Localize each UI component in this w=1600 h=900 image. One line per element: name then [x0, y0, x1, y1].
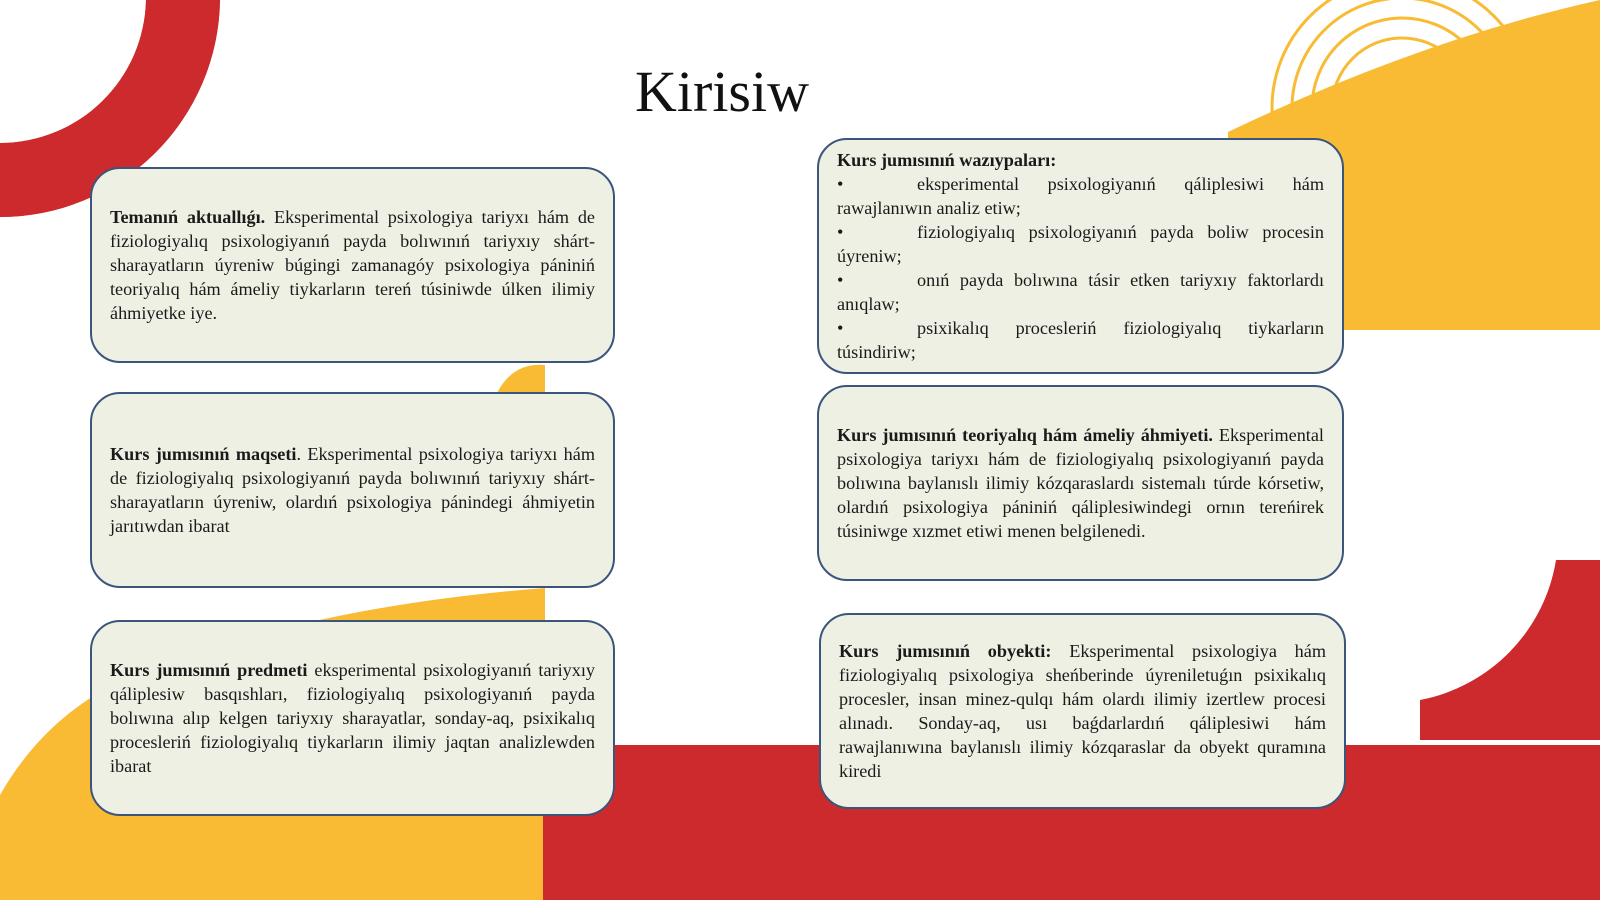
card-goal-heading: Kurs jumısınıń maqseti [110, 444, 297, 464]
card-significance-text [837, 423, 1324, 543]
task-item-text: onıń payda bolıwına tásir etken tariyxıy faktorlardı anıqlaw; [837, 270, 1324, 314]
card-object-body: Eksperimental psixologiya hám fiziologiyalıq psixologiya sheńberinde úyreniletuǵın psixikalıq procesler, insan minez-qulqı hám olardı ilimiy izertlew procesi alınadı. Sonday-aq, usı baǵdarlardıń qáliplesiwi hám rawajlanıwına baylanıslı ilimiy kózqaraslar da obyekt quramına kiredi [839, 641, 1326, 781]
task-item-text: fiziologiyalıq psixologiyanıń payda boliw procesin úyreniw; [837, 222, 1324, 266]
card-topic-relevance-text [110, 205, 595, 325]
red-arc-right [1420, 560, 1600, 740]
bullet-icon: • [837, 318, 844, 338]
card-subject-text [110, 658, 595, 778]
card-goal-text [110, 442, 595, 538]
card-significance [817, 385, 1344, 581]
card-topic-relevance [90, 167, 615, 363]
list-item [837, 268, 1324, 316]
bullet-icon: • [837, 222, 844, 242]
list-item [837, 316, 1324, 364]
card-object [819, 613, 1346, 809]
card-significance-heading: Kurs jumısınıń teoriyalıq hám ámeliy áhmiyeti. [837, 425, 1213, 445]
card-topic-relevance-body: Eksperimental psixologiya tariyxı hám de fiziologiyalıq psixologiyanıń payda bolıwınıń tariyxıy shárt-sharayatların úyreniw búgingi zamanagóy psixologiya pániniń teoriyalıq hám ámeliy tiykarların tereń túsiniwde úlken ilimiy áhmiyetke iye. [110, 207, 595, 323]
yellow-blob-middle [496, 365, 545, 395]
card-topic-relevance-heading: Temanıń aktuallıǵı. [110, 207, 266, 227]
card-object-heading: Kurs jumısınıń obyekti: [839, 641, 1052, 661]
list-item [837, 172, 1324, 220]
card-subject-body: eksperimental psixologiyanıń tariyxıy qáliplesiw basqıshları, fiziologiyalıq psixologiyanıń payda bolıwına alıp kelgen tariyxıy sharayatlar, sonday-aq, psixikalıq procesleriń fiziologiyalıq tiykarların ilimiy jaqtan analizlewden ibarat [110, 660, 595, 776]
bullet-icon: • [837, 270, 844, 290]
task-item-text: eksperimental psixologiyanıń qáliplesiwi hám rawajlanıwın analiz etiw; [837, 174, 1324, 218]
card-goal-body: . Eksperimental psixologiya tariyxı hám de fiziologiyalıq psixologiyanıń payda bolıwınıń tariyxıy shárt-sharayatların úyreniw, olardıń psixologiya pánindegi áhmiyetin jarıtıwdan ibarat [110, 444, 595, 536]
card-significance-body: Eksperimental psixologiya tariyxı hám de fiziologiyalıq psixologiyanıń payda bolıwına baylanıslı ilimiy kózqaraslardı sistemalı túrde kórsetiw, olardıń psixologiya pániniń qáliplesiwindegi ornın tereńirek túsiniwge xızmet etiwi menen belgilenedi. [837, 425, 1324, 541]
card-subject-heading: Kurs jumısınıń predmeti [110, 660, 308, 680]
card-tasks [817, 138, 1344, 374]
slide-title: Kirisiw [635, 59, 809, 124]
list-item [837, 220, 1324, 268]
card-object-text [839, 639, 1326, 783]
task-item-text: psixikalıq procesleriń fiziologiyalıq tiykarların túsindiriw; [837, 318, 1324, 362]
card-subject [90, 620, 615, 816]
card-tasks-heading [837, 148, 1324, 172]
card-tasks-list [837, 172, 1324, 364]
card-goal [90, 392, 615, 588]
card-tasks-heading-text: Kurs jumısınıń wazıypaları: [837, 150, 1057, 170]
bullet-icon: • [837, 174, 844, 194]
